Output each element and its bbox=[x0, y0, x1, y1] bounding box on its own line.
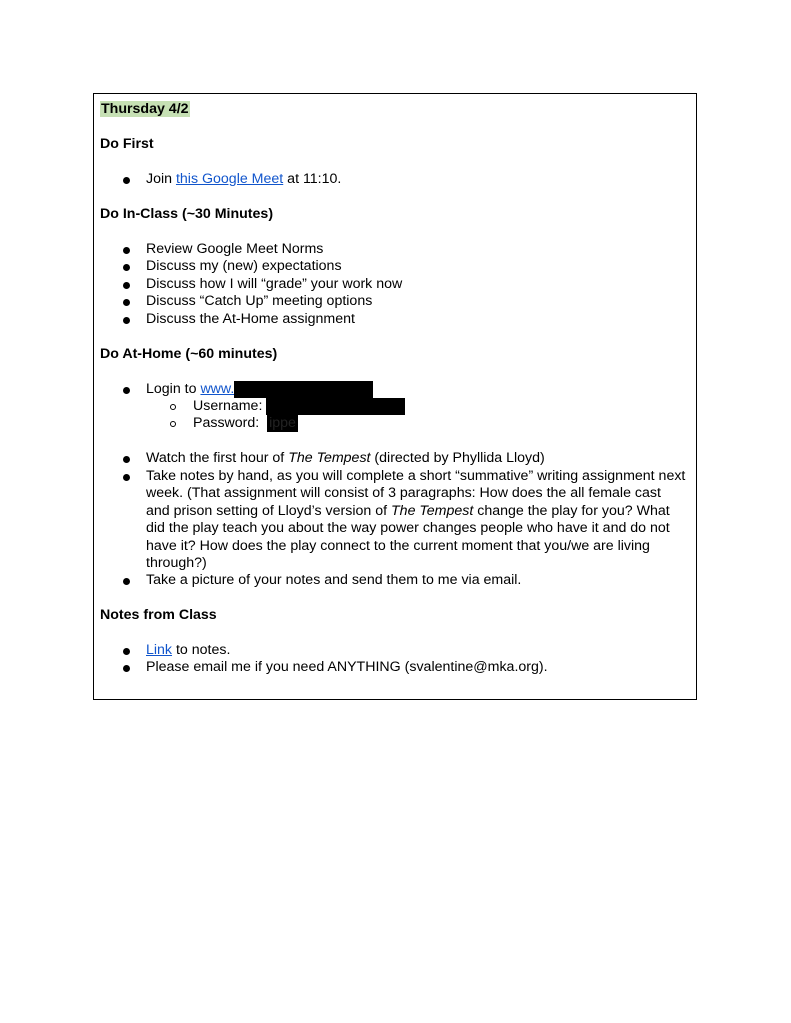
bullet-icon bbox=[123, 317, 130, 324]
bullet-icon bbox=[123, 648, 130, 655]
join-meet-item: Join this Google Meet at 11:10. bbox=[146, 171, 342, 187]
password-redaction: ippe bbox=[269, 415, 296, 431]
redaction-bar bbox=[234, 381, 373, 398]
list-item: Discuss the At-Home assignment bbox=[146, 311, 355, 327]
google-meet-link[interactable]: this Google Meet bbox=[175, 171, 284, 187]
bullet-icon bbox=[123, 264, 130, 271]
date-heading bbox=[100, 101, 190, 118]
sub-bullet-icon bbox=[170, 404, 176, 410]
list-item: Review Google Meet Norms bbox=[146, 241, 324, 257]
bullet-icon bbox=[123, 177, 130, 184]
email-item: Please email me if you need ANYTHING (svalentine@mka.org). bbox=[146, 659, 548, 675]
do-first-heading: Do First bbox=[100, 136, 154, 152]
play-title: The Tempest bbox=[391, 503, 474, 519]
username-item: Username: bbox=[193, 398, 405, 415]
bullet-icon bbox=[123, 247, 130, 254]
at-home-heading: Do At-Home (~60 minutes) bbox=[100, 346, 278, 362]
bullet-icon bbox=[123, 456, 130, 463]
notes-line: did the play teach you about the way power changes people who have it and do not bbox=[146, 520, 670, 536]
notes-line: Take notes by hand, as you will complete a short “summative” writing assignment next bbox=[146, 468, 686, 484]
bullet-icon bbox=[123, 578, 130, 585]
notes-line: have it? How does the play connect to the current moment that you/we are living bbox=[146, 538, 650, 554]
list-item: Discuss my (new) expectations bbox=[146, 258, 342, 274]
notes-from-class-heading: Notes from Class bbox=[100, 607, 217, 623]
login-link[interactable]: www. bbox=[200, 381, 235, 397]
notes-line: and prison setting of Lloyd’s version of The Tempest change the play for you? What bbox=[146, 503, 670, 519]
bullet-icon bbox=[123, 282, 130, 289]
bullet-icon bbox=[123, 665, 130, 672]
picture-item: Take a picture of your notes and send them to me via email. bbox=[146, 572, 522, 588]
redaction-bar bbox=[266, 398, 405, 415]
bullet-icon bbox=[123, 387, 130, 394]
list-item: Discuss “Catch Up” meeting options bbox=[146, 293, 373, 309]
bullet-icon bbox=[123, 299, 130, 306]
sub-bullet-icon bbox=[170, 421, 176, 427]
password-item: Password: ippe bbox=[193, 415, 296, 431]
notes-line: through?) bbox=[146, 555, 207, 571]
date-highlight: Thursday 4/2 bbox=[101, 101, 189, 117]
bullet-icon bbox=[123, 474, 130, 481]
notes-line: week. (That assignment will consist of 3 paragraphs: How does the all female cast bbox=[146, 485, 661, 501]
notes-link-item: Link to notes. bbox=[146, 642, 231, 658]
in-class-heading: Do In-Class (~30 Minutes) bbox=[100, 206, 274, 222]
watch-item: Watch the first hour of The Tempest (directed by Phyllida Lloyd) bbox=[146, 450, 545, 466]
list-item: Discuss how I will “grade” your work now bbox=[146, 276, 403, 292]
notes-link[interactable]: Link bbox=[146, 642, 173, 658]
login-item: Login to www. bbox=[146, 381, 373, 398]
play-title: The Tempest bbox=[288, 450, 371, 466]
